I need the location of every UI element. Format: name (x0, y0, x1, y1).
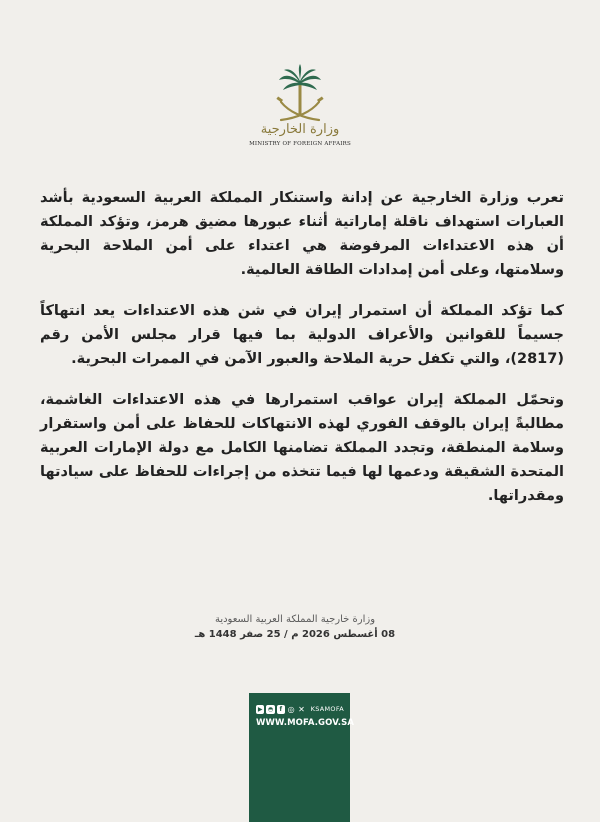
x-icon[interactable]: ✕ (298, 704, 305, 714)
paragraph-condemnation: تعرب وزارة الخارجية عن إدانة واستنكار المملكة العربية السعودية بأشد العبارات استهداف ناقلة إماراتية أثناء عبورها مضيق هرمز، وتؤكد المملكة أن هذه الاعتداءات المرفوضة هي اعتداء على أمن الملاحة البحرية وسلامتها، وعلى أمن إمدادات الطاقة العالمية. (40, 190, 564, 278)
footer-brand-tab (249, 693, 355, 822)
snapchat-icon[interactable]: ◓ (267, 705, 274, 713)
signature-block (190, 612, 400, 643)
instagram-icon[interactable]: ◎ (287, 704, 295, 714)
ministry-name-english: MINISTRY OF FOREIGN AFFAIRS (249, 141, 351, 147)
youtube-icon[interactable]: ▶ (257, 705, 263, 713)
statement-body (40, 186, 564, 525)
social-handle: KSAMOFA (310, 705, 345, 713)
paragraph-violation: كما تؤكد المملكة أن استمرار إيران في شن هذه الاعتداءات يعد انتهاكاً جسيماً للقوانين والأعراف الدولية بما فيها قرار مجلس الأمن رقم (2817)، والتي تكفل حرية الملاحة والعبور الآمن في الممرات البحرية. (40, 303, 564, 367)
issue-date: 08 أغسطس 2026 م / 25 صفر 1448 هـ (194, 629, 396, 640)
paragraph-responsibility: وتحمّل المملكة إيران عواقب استمرارها في هذه الاعتداءات الغاشمة، مطالبةً إيران بالوقف الفوري لهذه الانتهاكات للحفاظ على أمن واستقرار وسلامة المنطقة، وتجدد المملكة تضامنها الكامل مع دولة الإمارات العربية المتحدة الشقيقة ودعمها لها فيما تتخذه من إجراءات للحفاظ على سيادتها ومقدراتها. (40, 392, 564, 504)
ministry-name-arabic: وزارة الخارجية (260, 122, 340, 137)
social-icons-row (256, 704, 344, 714)
issuer-name: وزارة خارجية المملكة العربية السعودية (214, 614, 376, 625)
website-link[interactable]: WWW.MOFA.GOV.SA (256, 718, 355, 728)
facebook-icon[interactable]: f (277, 705, 285, 714)
